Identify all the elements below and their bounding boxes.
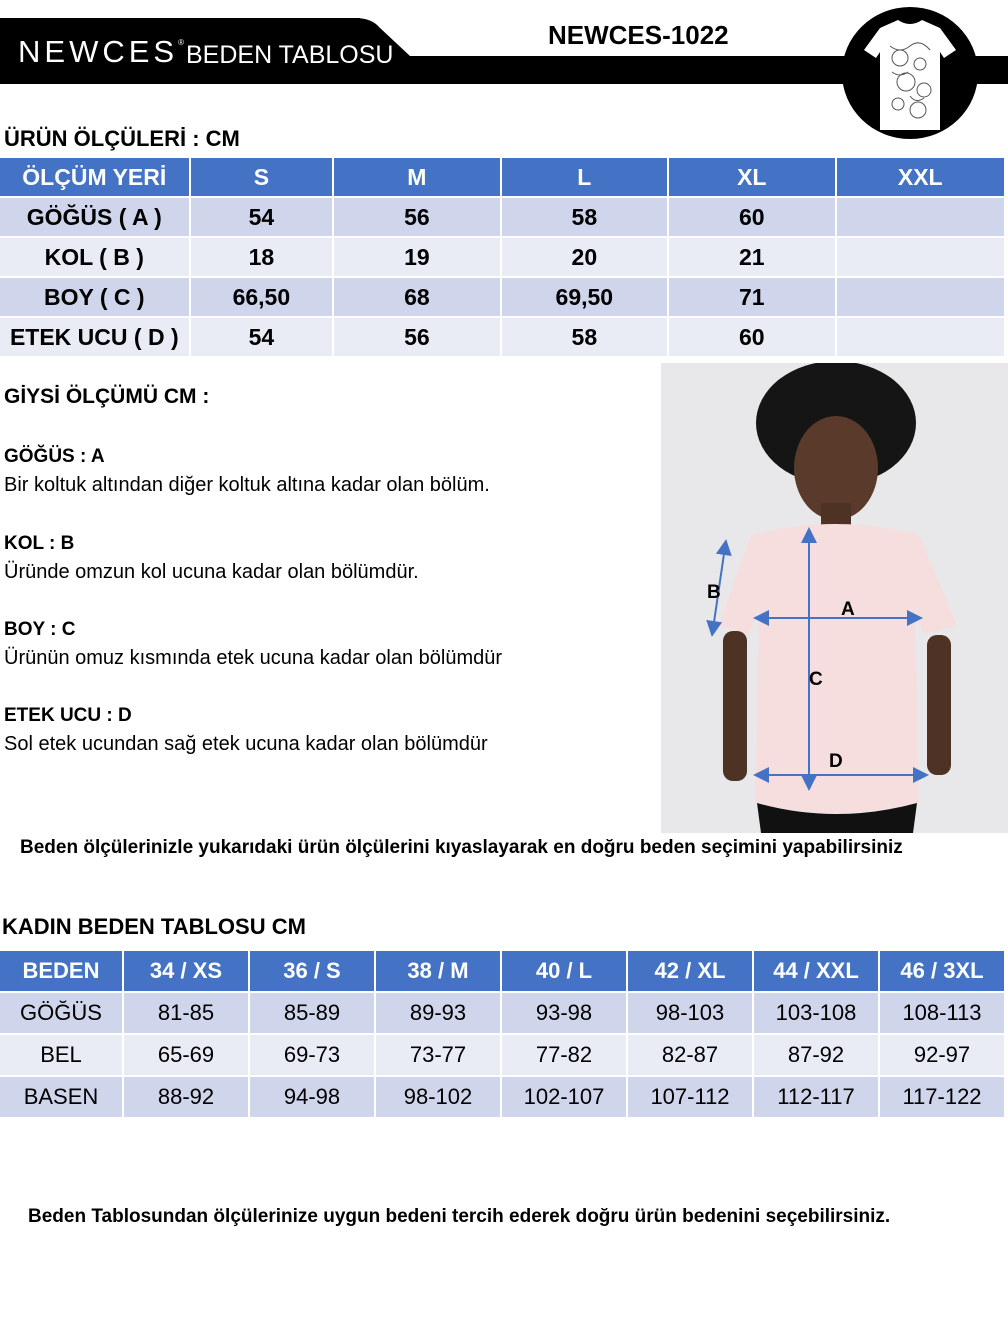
- table-row: [0, 318, 1004, 356]
- table-cell: 102-107: [502, 1077, 626, 1117]
- definition-text: Sol etek ucundan sağ etek ucuna kadar olan bölümdür: [4, 733, 488, 755]
- table-header-row: [0, 158, 1004, 196]
- column-header: M: [334, 158, 499, 196]
- table-cell: [837, 238, 1005, 276]
- column-header: 38 / M: [376, 951, 500, 991]
- table-cell: 94-98: [250, 1077, 374, 1117]
- table-cell: 69,50: [502, 278, 668, 316]
- table-cell: 108-113: [880, 993, 1004, 1033]
- column-header: S: [191, 158, 333, 196]
- table-cell: 21: [669, 238, 834, 276]
- registered-mark: ®: [178, 38, 184, 47]
- table-cell: 92-97: [880, 1035, 1004, 1075]
- header-title: BEDEN TABLOSU: [186, 41, 394, 69]
- column-header: XXL: [837, 158, 1005, 196]
- size-chart-note: Beden Tablosundan ölçülerinize uygun bedeni tercih ederek doğru ürün bedenini seçebilirsiniz.: [28, 1206, 891, 1227]
- table-cell: 58: [502, 318, 668, 356]
- table-cell: [837, 318, 1005, 356]
- brand-name: NEWCES: [18, 34, 179, 69]
- table-cell: 20: [502, 238, 668, 276]
- column-header: 46 / 3XL: [880, 951, 1004, 991]
- table-cell: 87-92: [754, 1035, 878, 1075]
- table-cell: 82-87: [628, 1035, 752, 1075]
- table-cell: 66,50: [191, 278, 333, 316]
- table-cell: 68: [334, 278, 499, 316]
- table-cell: 98-102: [376, 1077, 500, 1117]
- row-label: BOY ( C ): [0, 278, 189, 316]
- table-cell: 85-89: [250, 993, 374, 1033]
- table-cell: 117-122: [880, 1077, 1004, 1117]
- product-code: NEWCES-1022: [548, 20, 729, 50]
- product-measurements-table: [0, 156, 1006, 358]
- table-cell: 103-108: [754, 993, 878, 1033]
- table-cell: 93-98: [502, 993, 626, 1033]
- column-header: XL: [669, 158, 834, 196]
- table-row: [0, 198, 1004, 236]
- definition-text: Üründe omzun kol ucuna kadar olan bölümdür.: [4, 561, 419, 583]
- table-cell: 60: [669, 198, 834, 236]
- table-cell: 73-77: [376, 1035, 500, 1075]
- table-cell: 81-85: [124, 993, 248, 1033]
- row-label: BEL: [0, 1035, 122, 1075]
- table-cell: 77-82: [502, 1035, 626, 1075]
- label-a: A: [841, 599, 855, 620]
- table-row: [0, 1077, 1004, 1117]
- table-cell: 56: [334, 198, 499, 236]
- table-cell: 112-117: [754, 1077, 878, 1117]
- column-header: 44 / XXL: [754, 951, 878, 991]
- table-cell: [837, 278, 1005, 316]
- product-measurements-title: ÜRÜN ÖLÇÜLERİ : CM: [4, 126, 240, 151]
- label-c: C: [809, 669, 823, 690]
- row-label: GÖĞÜS: [0, 993, 122, 1033]
- row-label: GÖĞÜS ( A ): [0, 198, 189, 236]
- women-size-chart-title: KADIN BEDEN TABLOSU CM: [2, 914, 306, 939]
- table-cell: 65-69: [124, 1035, 248, 1075]
- table-cell: 54: [191, 318, 333, 356]
- definition-term: BOY : C: [4, 619, 76, 640]
- column-header: L: [502, 158, 668, 196]
- product-thumbnail: [840, 6, 980, 140]
- label-d: D: [829, 751, 843, 772]
- row-label: BASEN: [0, 1077, 122, 1117]
- women-size-table: [0, 949, 1006, 1119]
- table-row: [0, 1035, 1004, 1075]
- table-cell: 58: [502, 198, 668, 236]
- size-advice-note: Beden ölçülerinizle yukarıdaki ürün ölçülerini kıyaslayarak en doğru beden seçimini yapabilirsiniz: [20, 837, 903, 858]
- table-cell: 71: [669, 278, 834, 316]
- table-cell: 56: [334, 318, 499, 356]
- column-header: ÖLÇÜM YERİ: [0, 158, 189, 196]
- table-cell: 88-92: [124, 1077, 248, 1117]
- table-cell: 60: [669, 318, 834, 356]
- row-label: KOL ( B ): [0, 238, 189, 276]
- model-measurement-photo: [661, 363, 1008, 833]
- label-b: B: [707, 582, 721, 603]
- column-header: 40 / L: [502, 951, 626, 991]
- table-cell: 89-93: [376, 993, 500, 1033]
- garment-measure-title: GİYSİ ÖLÇÜMÜ CM :: [4, 385, 210, 408]
- table-cell: 18: [191, 238, 333, 276]
- definition-term: ETEK UCU : D: [4, 705, 132, 726]
- definition-text: Ürünün omuz kısmında etek ucuna kadar olan bölümdür: [4, 647, 503, 669]
- table-row: [0, 993, 1004, 1033]
- table-header-row: [0, 951, 1004, 991]
- column-header: 42 / XL: [628, 951, 752, 991]
- table-cell: 69-73: [250, 1035, 374, 1075]
- table-row: [0, 278, 1004, 316]
- column-header: 36 / S: [250, 951, 374, 991]
- row-label: ETEK UCU ( D ): [0, 318, 189, 356]
- brand-logo: [18, 34, 184, 70]
- definition-text: Bir koltuk altından diğer koltuk altına kadar olan bölüm.: [4, 474, 490, 496]
- table-cell: 98-103: [628, 993, 752, 1033]
- table-cell: 54: [191, 198, 333, 236]
- definition-term: GÖĞÜS : A: [4, 446, 105, 467]
- table-row: [0, 238, 1004, 276]
- table-cell: [837, 198, 1005, 236]
- table-cell: 19: [334, 238, 499, 276]
- table-cell: 107-112: [628, 1077, 752, 1117]
- column-header: 34 / XS: [124, 951, 248, 991]
- definition-term: KOL : B: [4, 533, 75, 554]
- column-header: BEDEN: [0, 951, 122, 991]
